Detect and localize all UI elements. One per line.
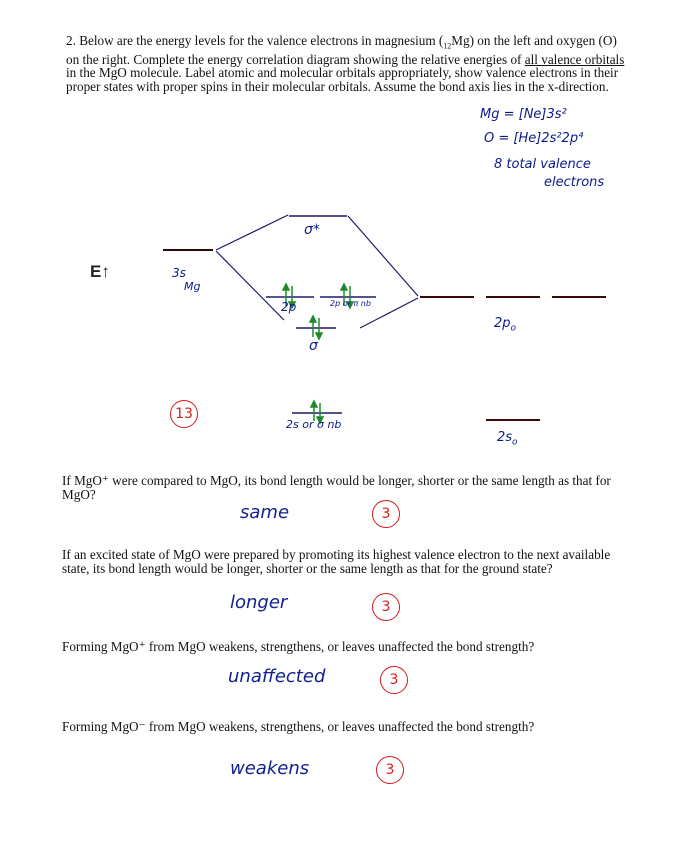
question-intro-1: Below are the energy levels for the valence electrons in magnesium ( — [79, 33, 444, 48]
question-3-answer: unaffected — [228, 666, 326, 687]
o-2p-label-sub: o — [510, 323, 517, 334]
o-2p-label-text: 2p — [494, 316, 511, 331]
question-underlined: all valence orbitals — [524, 52, 625, 68]
corr-o-sigmastar — [348, 216, 418, 296]
electron-up-2s-head — [311, 401, 317, 407]
question-intro-2: Mg) on the left and oxygen (O) on the right. Complete the energy correlation diagram showing the relative energies of — [66, 33, 617, 68]
question-4-answer: weakens — [230, 758, 310, 779]
electron-up-pinb-head — [341, 284, 347, 290]
pi-nb-label: 2p or π nb — [330, 299, 371, 308]
corr-mg-sigma — [216, 251, 284, 320]
sigma-star-label: σ* — [304, 222, 320, 238]
question-number: 2. — [66, 33, 76, 48]
total-electrons-note-1: 8 total valence — [494, 157, 591, 172]
question-1-text: If MgO⁺ were compared to MgO, its bond length would be longer, shorter or the same length as that for MgO? — [62, 473, 611, 502]
electron-up-sigma-head — [310, 316, 316, 322]
o-2s-label — [497, 430, 518, 448]
diagram-score-circle: 13 — [170, 400, 198, 428]
o-config-note: O = [He]2s²2p⁴ — [484, 131, 584, 146]
mg-3s-label: 3s — [172, 266, 186, 280]
question-3-score: 3 — [380, 666, 408, 694]
energy-axis-label: E↑ — [90, 262, 110, 281]
o-2p-label — [494, 316, 516, 334]
question-4-text: Forming MgO⁻ from MgO weakens, strengthens, or leaves unaffected the bond strength? — [62, 719, 535, 734]
total-electrons-note-2: electrons — [544, 175, 605, 190]
mg-atomic-number: 12 — [443, 41, 452, 51]
question-1-answer: same — [240, 502, 290, 523]
question-1-score: 3 — [372, 500, 400, 528]
o-2s-label-text: 2s — [497, 430, 513, 445]
question-2-score: 3 — [372, 593, 400, 621]
question-2-text: If an excited state of MgO were prepared by promoting its highest valence electron to the next available state, its bond length would be longer, shorter or the same length as that for the ground state? — [62, 547, 611, 576]
mg-sub-label: Mg — [184, 280, 201, 293]
mo-2s-label: 2s or σ nb — [286, 418, 342, 431]
question-3-text: Forming MgO⁺ from MgO weakens, strengthens, or leaves unaffected the bond strength? — [62, 639, 535, 654]
question-2-answer: longer — [230, 592, 288, 613]
mo-2p-label: 2p — [281, 300, 297, 314]
question-intro-3: in the MgO molecule. Label atomic and molecular orbitals appropriately, show valence electrons in their proper states with proper spins in their molecular orbitals. Assume the bond axis lies in the x-direction. — [66, 65, 619, 94]
question-4-score: 3 — [376, 756, 404, 784]
corr-mg-sigmastar — [216, 215, 288, 250]
sigma-label: σ — [309, 338, 318, 354]
mg-config-note: Mg = [Ne]3s² — [480, 107, 567, 122]
electron-up-2p-head — [283, 284, 289, 290]
o-2s-label-sub: o — [512, 437, 518, 448]
